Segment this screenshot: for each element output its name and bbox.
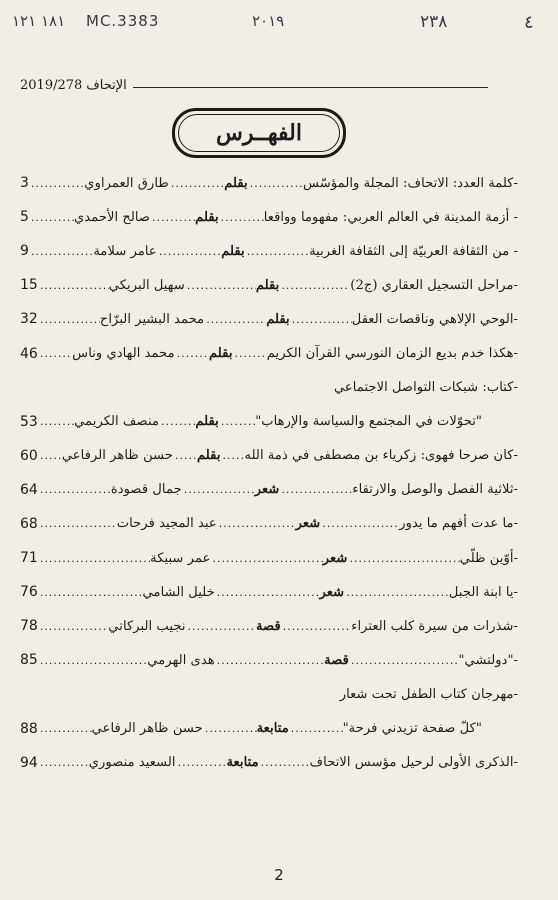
leader-dots <box>40 756 89 769</box>
leader-dots <box>161 415 195 428</box>
entry-title: -كتاب: شبكات التواصل الاجتماعي <box>333 380 518 396</box>
entry-category: بقلم <box>197 448 221 464</box>
magazine-name: الإتحاف <box>86 78 127 93</box>
entry-title: -ما عدت أفهم ما يدور <box>399 516 518 532</box>
leader-dots <box>40 517 117 530</box>
leader-dots <box>171 177 224 190</box>
entry-page: 88 <box>20 720 38 737</box>
entry-author: محمد الهادي وناس <box>72 346 175 362</box>
entry-author: طارق العمراوي <box>84 175 169 191</box>
leader-dots <box>40 722 92 735</box>
leader-dots <box>283 620 351 633</box>
leader-dots <box>281 279 350 292</box>
leader-dots <box>175 449 197 462</box>
leader-dots <box>188 620 256 633</box>
leader-dots <box>346 586 449 599</box>
entry-page: 78 <box>20 618 38 635</box>
entry-page: 76 <box>20 584 38 601</box>
leader-dots <box>152 211 195 224</box>
entry-page: 64 <box>20 481 38 498</box>
entry-title: -كان صرحا فهوى: زكرياء بن مصطفى في ذمة الله <box>244 448 518 464</box>
entry-category: شعر <box>295 516 321 532</box>
leader-dots <box>40 313 100 326</box>
toc-entry <box>20 405 518 439</box>
margin-note: ٢٠١٩ <box>252 12 285 30</box>
entry-page: 32 <box>20 311 38 328</box>
margin-note: ٤ <box>524 12 534 33</box>
toc-entry <box>20 336 518 370</box>
entry-author: جمال قصودة <box>110 482 182 498</box>
entry-category: بقلم <box>195 414 219 430</box>
entry-author: هدى الهرمي <box>147 652 215 668</box>
entry-author: صالح الأحمدي <box>73 209 151 225</box>
entry-title: -الذكرى الأولى لرحيل مؤسس الاتحاف <box>309 755 518 771</box>
entry-title: -أوّين ظلّي <box>459 550 518 566</box>
toc-entry <box>20 234 518 268</box>
toc-entry <box>20 609 518 643</box>
entry-author: عمر سبيكة <box>150 550 211 566</box>
entry-title: -"دولتشي" <box>458 652 518 668</box>
entry-page: 71 <box>20 550 38 567</box>
leader-dots <box>31 245 93 258</box>
leader-dots <box>40 654 147 667</box>
leader-dots <box>184 483 255 496</box>
entry-title: "كلّ صفحة تزيدني فرحة" <box>342 721 482 737</box>
entry-title: -مهرجان كتاب الطفل تحت شعار <box>339 686 518 702</box>
entry-title: -شذرات من سيرة كلب العتراء <box>351 618 518 634</box>
issue-number: 2019/278 <box>20 78 83 93</box>
table-of-contents <box>20 166 518 780</box>
entry-category: بقلم <box>221 243 245 259</box>
entry-author: سهيل البريكي <box>108 277 185 293</box>
entry-title: -ثلاثية الفصل والوصل والارتقاء <box>352 482 518 498</box>
toc-entry <box>20 166 518 200</box>
entry-category: قصة <box>255 618 281 634</box>
entry-page: 5 <box>20 209 29 226</box>
entry-author: السعيد منصوري <box>88 755 176 771</box>
toc-title: الفهــرس <box>216 120 302 146</box>
leader-dots <box>291 722 343 735</box>
leader-dots <box>292 313 352 326</box>
leader-dots <box>221 211 264 224</box>
entry-author: نجيب البركاتي <box>108 618 186 634</box>
entry-author: منصف الكريمي <box>74 414 160 430</box>
toc-entry <box>20 643 518 677</box>
entry-category: قصة <box>324 652 349 668</box>
leader-dots <box>281 483 352 496</box>
entry-category: شعر <box>319 584 345 600</box>
leader-dots <box>261 756 310 769</box>
leader-dots <box>31 177 84 190</box>
entry-title: -يا ابنة الجبل <box>448 584 518 600</box>
leader-dots <box>205 722 257 735</box>
entry-category: بقلم <box>224 175 248 191</box>
leader-dots <box>250 177 303 190</box>
page-number: 2 <box>274 866 284 884</box>
entry-title: "تحوّلات في المجتمع والسياسة والإرهاب" <box>255 414 482 430</box>
entry-category: متابعة <box>256 721 289 737</box>
leader-dots <box>40 347 72 360</box>
toc-entry <box>20 746 518 780</box>
entry-page: 68 <box>20 515 38 532</box>
toc-entry <box>20 677 518 711</box>
running-header <box>20 78 488 93</box>
entry-page: 15 <box>20 277 38 294</box>
entry-title: - من الثقافة العربيّة إلى الثقافة الغربية <box>309 243 518 259</box>
leader-dots <box>349 552 459 565</box>
toc-entry <box>20 473 518 507</box>
entry-title: -مراحل التسجيل العقاري (ج2) <box>350 277 518 293</box>
leader-dots <box>212 552 322 565</box>
header-rule <box>133 87 488 88</box>
margin-note: ١٨١ ١٢١ <box>12 12 66 30</box>
toc-entry <box>20 439 518 473</box>
entry-author: حسن ظاهر الرفاعي <box>91 721 203 737</box>
leader-dots <box>40 279 109 292</box>
entry-page: 53 <box>20 413 38 430</box>
entry-author: عامر سلامة <box>93 243 157 259</box>
entry-title: -الوحي الإلاهي وناقصات العقل <box>351 311 518 327</box>
leader-dots <box>187 279 256 292</box>
margin-note: ٢٣٨ <box>420 12 448 32</box>
entry-category: بقلم <box>209 346 233 362</box>
toc-entry <box>20 371 518 405</box>
margin-note: MC.3383 <box>86 12 160 30</box>
leader-dots <box>247 245 309 258</box>
entry-page: 9 <box>20 243 29 260</box>
leader-dots <box>217 586 320 599</box>
leader-dots <box>351 654 458 667</box>
toc-title-frame <box>172 108 346 158</box>
entry-category: بقلم <box>266 311 290 327</box>
leader-dots <box>177 347 209 360</box>
toc-entry <box>20 507 518 541</box>
leader-dots <box>223 449 245 462</box>
leader-dots <box>219 517 296 530</box>
leader-dots <box>322 517 399 530</box>
entry-author: محمد البشير البرّاح <box>99 311 205 327</box>
leader-dots <box>40 483 111 496</box>
toc-entry <box>20 575 518 609</box>
toc-entry <box>20 268 518 302</box>
leader-dots <box>40 620 108 633</box>
leader-dots <box>221 415 255 428</box>
leader-dots <box>178 756 227 769</box>
leader-dots <box>31 211 74 224</box>
leader-dots <box>206 313 266 326</box>
entry-author: حسن ظاهر الرفاعي <box>61 448 174 464</box>
leader-dots <box>40 415 74 428</box>
toc-entry <box>20 712 518 746</box>
entry-category: بقلم <box>195 209 219 225</box>
entry-category: شعر <box>254 482 280 498</box>
entry-author: عبد المجيد فرحات <box>116 516 217 532</box>
entry-category: بقلم <box>255 277 280 293</box>
entry-page: 60 <box>20 447 38 464</box>
leader-dots <box>235 347 267 360</box>
entry-page: 46 <box>20 345 38 362</box>
toc-entry <box>20 200 518 234</box>
leader-dots <box>159 245 221 258</box>
entry-title: -هكذا خدم بديع الزمان النورسي القرآن الكريم <box>266 346 518 362</box>
leader-dots <box>40 449 62 462</box>
entry-author: خليل الشامي <box>142 584 215 600</box>
entry-page: 85 <box>20 652 38 669</box>
toc-entry <box>20 541 518 575</box>
leader-dots <box>40 586 143 599</box>
entry-title: - أزمة المدينة في العالم العربي: مفهوما وواقعا <box>263 209 518 225</box>
toc-entry <box>20 302 518 336</box>
leader-dots <box>217 654 324 667</box>
entry-category: متابعة <box>226 755 259 771</box>
entry-title: -كلمة العدد: الاتحاف: المجلة والمؤسّس <box>303 175 518 191</box>
leader-dots <box>40 552 150 565</box>
entry-category: شعر <box>322 550 348 566</box>
entry-page: 94 <box>20 754 38 771</box>
entry-page: 3 <box>20 175 29 192</box>
